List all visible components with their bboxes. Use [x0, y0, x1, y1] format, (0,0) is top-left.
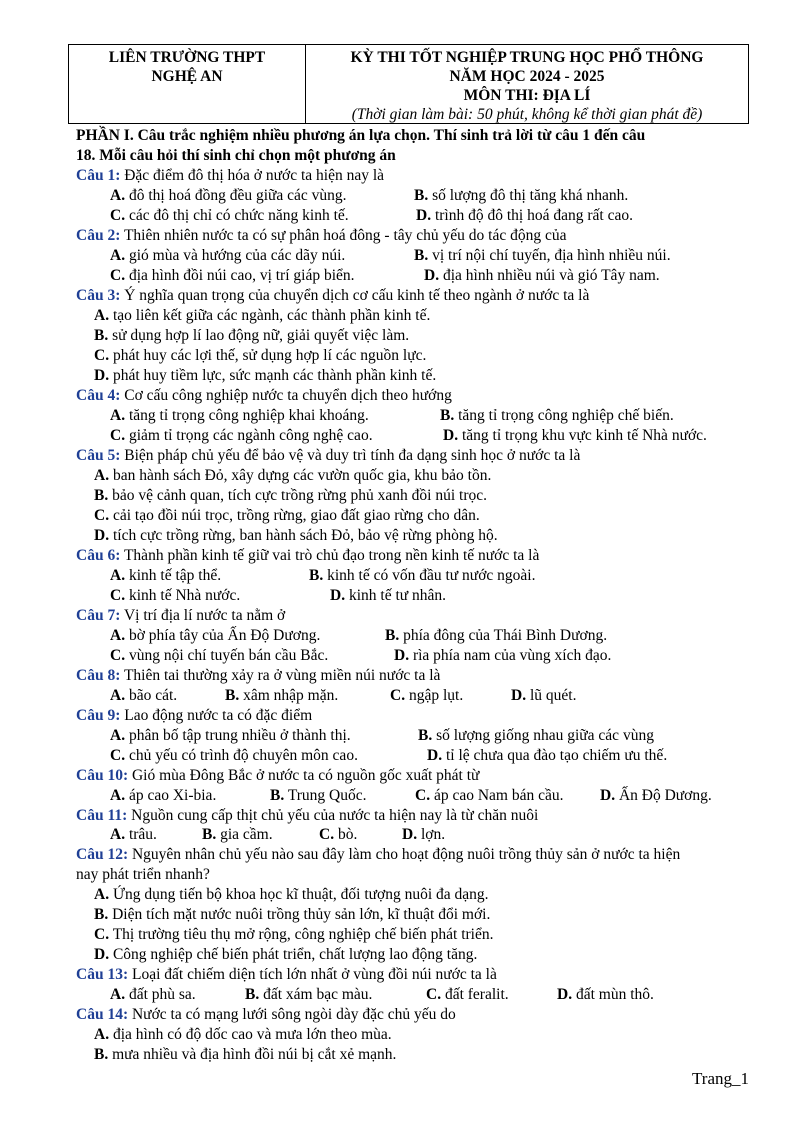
question-8: [76, 666, 440, 686]
question-text: Thiên nhiên nước ta có sự phân hoá đông - tây chủ yếu do tác động của: [123, 227, 567, 244]
option-b: B. số lượng đô thị tăng khá nhanh.: [414, 187, 629, 204]
question-text: Loại đất chiếm diện tích lớn nhất ở vùng đồi núi nước ta là: [131, 966, 497, 983]
option-d: D. Ấn Độ Dương.: [600, 787, 712, 804]
option-a: A. phân bố tập trung nhiều ở thành thị.: [110, 727, 351, 744]
option-a: A. trâu.: [110, 826, 157, 843]
option-c: C. bò.: [319, 826, 358, 843]
option-c: C. địa hình đồi núi cao, vị trí giáp biển.: [110, 267, 355, 284]
question-9: [76, 706, 312, 726]
question-number: Câu 2:: [76, 227, 121, 244]
option-b: B. bảo vệ cảnh quan, tích cực trồng rừng phủ xanh đồi núi trọc.: [94, 487, 488, 504]
option-a: A. tạo liên kết giữa các ngành, các thành phần kinh tế.: [94, 307, 431, 324]
option-c: C. kinh tế Nhà nước.: [110, 587, 241, 604]
question-11: [76, 806, 538, 826]
option-b: B. đất xám bạc màu.: [245, 986, 373, 1003]
question-7: [76, 606, 285, 626]
option-d: D. tích cực trồng rừng, ban hành sách Đỏ, bảo vệ rừng phòng hộ.: [94, 527, 498, 544]
exam-subject: MÔN THI: ĐỊA LÍ: [463, 87, 591, 104]
question-number: Câu 9:: [76, 707, 121, 724]
question-number: Câu 13:: [76, 966, 129, 983]
question-number: Câu 5:: [76, 447, 121, 464]
option-c: C. áp cao Nam bán cầu.: [415, 787, 564, 804]
option-a: A. áp cao Xi-bia.: [110, 787, 217, 804]
question-5: [76, 446, 580, 466]
option-b: B. gia cầm.: [202, 826, 273, 843]
option-b: B. mưa nhiều và địa hình đồi núi bị cắt xẻ mạnh.: [94, 1046, 397, 1063]
option-b: B. phía đông của Thái Bình Dương.: [385, 627, 608, 644]
part-heading-line-2: 18. Mỗi câu hỏi thí sinh chỉ chọn một phương án: [76, 147, 396, 164]
question-number: Câu 4:: [76, 387, 121, 404]
option-d: D. lũ quét.: [511, 687, 577, 704]
question-text: Gió mùa Đông Bắc ở nước ta có nguồn gốc xuất phát từ: [131, 767, 480, 784]
question-text: Biện pháp chủ yếu để bảo vệ và duy trì tính đa dạng sinh học ở nước ta là: [124, 447, 581, 464]
school-line-2: NGHỆ AN: [151, 68, 223, 85]
question-2: [76, 226, 566, 246]
option-a: A. kinh tế tập thể.: [110, 567, 222, 584]
option-c: C. đất feralit.: [426, 986, 509, 1003]
question-number: Câu 1:: [76, 167, 121, 184]
question-number: Câu 6:: [76, 547, 121, 564]
school-line-1: LIÊN TRƯỜNG THPT: [108, 49, 266, 66]
question-number: Câu 8:: [76, 667, 121, 684]
option-d: D. tăng tỉ trọng khu vực kinh tế Nhà nước.: [443, 427, 707, 444]
option-a: A. địa hình có độ dốc cao và mưa lớn theo mùa.: [94, 1026, 392, 1043]
question-text: Ý nghĩa quan trọng của chuyển dịch cơ cấu kinh tế theo ngành ở nước ta là: [124, 287, 590, 304]
option-b: B. vị trí nội chí tuyến, địa hình nhiều núi.: [414, 247, 671, 264]
question-1: [76, 166, 384, 186]
question-12-continued: nay phát triển nhanh?: [76, 866, 210, 883]
question-text: Thiên tai thường xảy ra ở vùng miền núi nước ta là: [123, 667, 441, 684]
option-c: C. cải tạo đồi núi trọc, trồng rừng, giao đất giao rừng cho dân.: [94, 507, 480, 524]
option-c: C. chủ yếu có trình độ chuyên môn cao.: [110, 747, 358, 764]
option-a: A. tăng tỉ trọng công nghiệp khai khoáng.: [110, 407, 369, 424]
option-c: C. các đô thị chỉ có chức năng kinh tế.: [110, 207, 349, 224]
question-text: Cơ cấu công nghiệp nước ta chuyển dịch theo hướng: [124, 387, 452, 404]
option-c: C. ngập lụt.: [390, 687, 464, 704]
question-12: [76, 845, 680, 865]
question-10: [76, 766, 479, 786]
option-d: D. Công nghiệp chế biến phát triển, chất lượng lao động tăng.: [94, 946, 478, 963]
option-d: D. trình độ đô thị hoá đang rất cao.: [416, 207, 633, 224]
option-d: D. đất mùn thô.: [557, 986, 654, 1003]
option-a: A. bờ phía tây của Ấn Độ Dương.: [110, 627, 321, 644]
option-d: D. lợn.: [402, 826, 446, 843]
option-c: C. Thị trường tiêu thụ mở rộng, công nghiệp chế biến phát triển.: [94, 926, 494, 943]
question-text: Nước ta có mạng lưới sông ngòi dày đặc chủ yếu do: [131, 1006, 456, 1023]
option-b: B. xâm nhập mặn.: [225, 687, 339, 704]
option-d: D. rìa phía nam của vùng xích đạo.: [394, 647, 612, 664]
option-a: A. Ứng dụng tiến bộ khoa học kĩ thuật, đối tượng nuôi đa dạng.: [94, 886, 489, 903]
option-b: B. Trung Quốc.: [270, 787, 367, 804]
option-b: B. sử dụng hợp lí lao động nữ, giải quyết việc làm.: [94, 327, 410, 344]
option-b: B. Diện tích mặt nước nuôi trồng thủy sản lớn, kĩ thuật đổi mới.: [94, 906, 491, 923]
header-table: [68, 44, 749, 124]
option-b: B. tăng tỉ trọng công nghiệp chế biến.: [440, 407, 674, 424]
option-d: D. kinh tế tư nhân.: [330, 587, 447, 604]
question-number: Câu 12:: [76, 846, 129, 863]
option-b: B. kinh tế có vốn đầu tư nước ngoài.: [309, 567, 536, 584]
option-d: D. tỉ lệ chưa qua đào tạo chiếm ưu thế.: [427, 747, 668, 764]
question-number: Câu 11:: [76, 807, 128, 824]
question-3: [76, 286, 589, 306]
option-a: A. đất phù sa.: [110, 986, 196, 1003]
exam-cell: [306, 45, 748, 123]
option-a: A. bão cát.: [110, 687, 178, 704]
option-d: D. địa hình nhiều núi và gió Tây nam.: [424, 267, 660, 284]
part-heading-line-1: PHẦN I. Câu trắc nghiệm nhiều phương án lựa chọn. Thí sinh trả lời từ câu 1 đến câu: [76, 127, 646, 144]
exam-duration: (Thời gian làm bài: 50 phút, không kể thời gian phát đề): [351, 106, 703, 123]
question-6: [76, 546, 539, 566]
exam-year: NĂM HỌC 2024 - 2025: [449, 68, 605, 85]
question-13: [76, 965, 497, 985]
question-14: [76, 1005, 456, 1025]
question-number: Câu 3:: [76, 287, 121, 304]
question-text: Lao động nước ta có đặc điểm: [124, 707, 313, 724]
question-number: Câu 7:: [76, 607, 121, 624]
question-text: Nguồn cung cấp thịt chủ yếu của nước ta hiện nay là từ chăn nuôi: [131, 807, 539, 824]
question-4: [76, 386, 452, 406]
school-cell: [69, 45, 306, 123]
option-a: A. ban hành sách Đỏ, xây dựng các vườn quốc gia, khu bảo tồn.: [94, 467, 492, 484]
exam-title: KỲ THI TỐT NGHIỆP TRUNG HỌC PHỔ THÔNG: [350, 49, 704, 66]
question-text: Vị trí địa lí nước ta nằm ở: [123, 607, 286, 624]
page-number: Trang_1: [692, 1069, 749, 1088]
question-text: Nguyên nhân chủ yếu nào sau đây làm cho hoạt động nuôi trồng thủy sản ở nước ta hiện: [131, 846, 681, 863]
option-d: D. phát huy tiềm lực, sức mạnh các thành phần kinh tế.: [94, 367, 437, 384]
question-number: Câu 10:: [76, 767, 129, 784]
option-a: A. gió mùa và hướng của các dãy núi.: [110, 247, 346, 264]
question-text: Thành phần kinh tế giữ vai trò chủ đạo trong nền kinh tế nước ta là: [123, 547, 540, 564]
option-c: C. phát huy các lợi thế, sử dụng hợp lí các nguồn lực.: [94, 347, 427, 364]
option-c: C. vùng nội chí tuyến bán cầu Bắc.: [110, 647, 329, 664]
question-number: Câu 14:: [76, 1006, 129, 1023]
option-a: A. đô thị hoá đồng đều giữa các vùng.: [110, 187, 347, 204]
option-b: B. số lượng giống nhau giữa các vùng: [418, 727, 654, 744]
question-text: Đặc điểm đô thị hóa ở nước ta hiện nay là: [124, 167, 385, 184]
option-c: C. giảm tỉ trọng các ngành công nghệ cao.: [110, 427, 373, 444]
